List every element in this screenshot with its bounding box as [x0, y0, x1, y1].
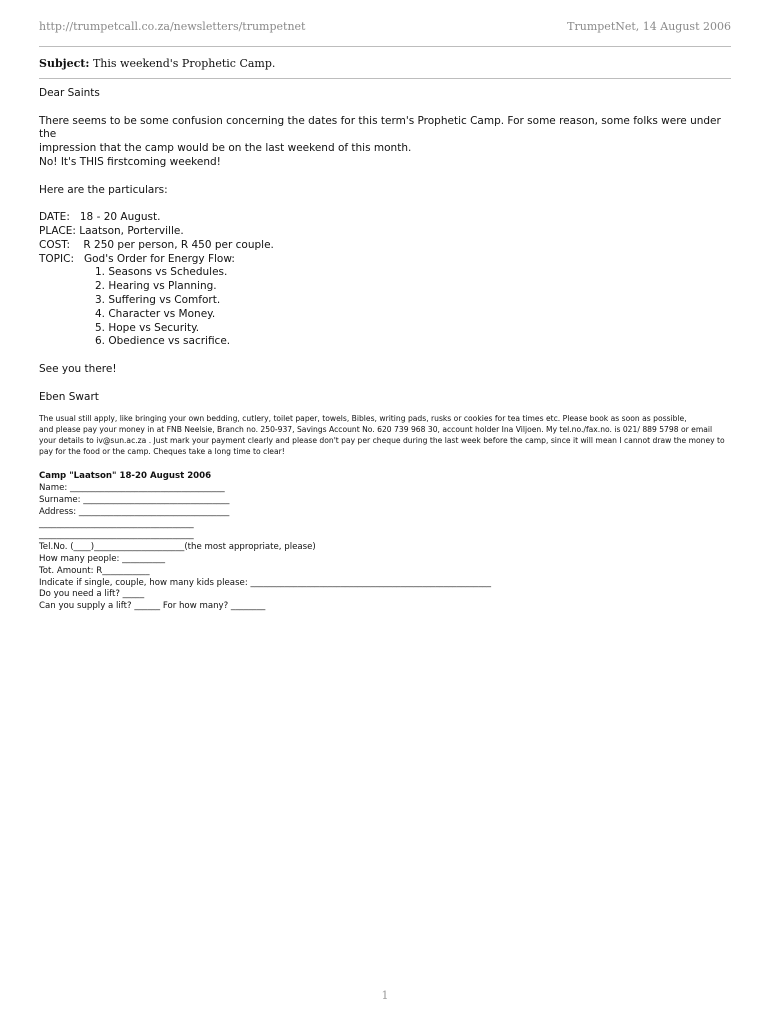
list-item: 2. Hearing vs Planning. — [95, 280, 217, 293]
header-divider — [39, 46, 731, 47]
subject-label: Subject: — [39, 57, 90, 70]
topic-line: TOPIC: God's Order for Energy Flow: — [39, 252, 235, 265]
form-lift-need-field: Do you need a lift? _____ — [39, 589, 145, 600]
list-item: 4. Character vs Money. — [95, 307, 216, 320]
particulars-intro: Here are the particulars: — [39, 183, 168, 196]
form-amount-field: Tot. Amount: R___________ — [39, 565, 150, 576]
notes-line: The usual still apply, like bringing your own bedding, cutlery, toilet paper, towels, Bibles, writing pads, rusks or cookies for tea times etc. Please book as soon as possible, — [39, 414, 687, 424]
notes-line: and please pay your money in at FNB Neelsie, Branch no. 250-937, Savings Account No. 620 739 968 30, account holder Ina Viljoen. My tel.no./fax.no. is 021/ 889 5798 or email — [39, 425, 713, 435]
closing: See you there! — [39, 362, 117, 375]
paragraph-line: No! It's THIS firstcoming weekend! — [39, 155, 221, 168]
header-publication-date: TrumpetNet, 14 August 2006 — [567, 20, 731, 33]
list-item: 3. Suffering vs Comfort. — [95, 293, 221, 306]
letter-body — [39, 87, 731, 613]
page-number: 1 — [381, 989, 389, 1002]
form-address-field: Address: ___________________________________ — [39, 506, 230, 517]
subject-divider — [39, 78, 731, 79]
greeting: Dear Saints — [39, 87, 100, 99]
form-lift-supply-field: Can you supply a lift? ______ For how many? ________ — [39, 601, 266, 612]
cost-line: COST: R 250 per person, R 450 per couple. — [39, 238, 274, 251]
date-line: DATE: 18 - 20 August. — [39, 211, 161, 224]
header-url: http://trumpetcall.co.za/newsletters/trumpetnet — [39, 20, 306, 33]
form-tel-field: Tel.No. (____)_____________________(the most appropriate, please) — [39, 542, 316, 553]
form-single-field: Indicate if single, couple, how many kids please: ________________________________________________________ — [39, 577, 492, 588]
registration-form — [39, 471, 731, 613]
notes-line: your details to iv@sun.ac.za . Just mark your payment clearly and please don't pay per cheque during the last week before the camp, since it will mean I cannot draw the money to — [39, 436, 725, 446]
subject-text: This weekend's Prophetic Camp. — [92, 57, 276, 70]
form-title: Camp "Laatson" 18-20 August 2006 — [39, 471, 212, 482]
notes-block — [39, 413, 731, 457]
list-item: 1. Seasons vs Schedules. — [95, 266, 228, 279]
form-address-line: ____________________________________ — [39, 518, 194, 529]
form-people-field: How many people: __________ — [39, 553, 166, 564]
form-address-line: ____________________________________ — [39, 530, 194, 541]
page-header — [39, 20, 731, 36]
subject-line — [39, 57, 275, 70]
form-name-field: Name: ____________________________________ — [39, 483, 225, 494]
topic-list — [39, 266, 731, 349]
paragraph-line: impression that the camp would be on the last weekend of this month. — [39, 142, 412, 155]
list-item: 6. Obedience vs sacrifice. — [95, 335, 231, 348]
notes-line: pay for the food or the camp. Cheques take a long time to clear! — [39, 447, 285, 457]
paragraph-line: There seems to be some confusion concerning the dates for this term's Prophetic Camp. For some reason, some folks were under the — [39, 114, 721, 141]
place-line: PLACE: Laatson, Porterville. — [39, 224, 184, 237]
list-item: 5. Hope vs Security. — [95, 321, 200, 334]
form-surname-field: Surname: __________________________________ — [39, 494, 230, 505]
signature: Eben Swart — [39, 390, 99, 403]
